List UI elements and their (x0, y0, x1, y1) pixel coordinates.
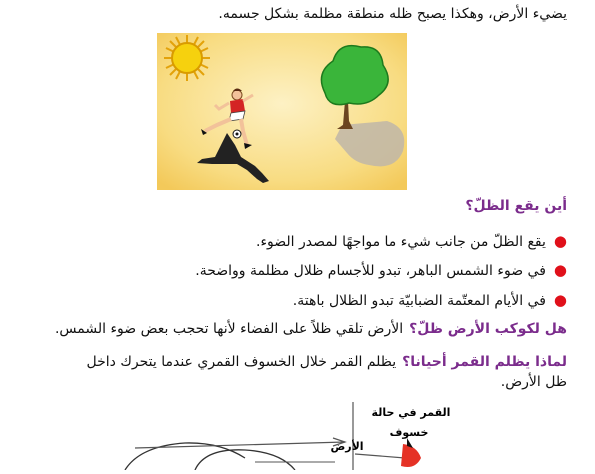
list-item: ●في الأيام المعتّمة الضبابيّة تبدو الظلال باهتة. (292, 291, 567, 309)
answer-text: يظلم القمر خلال الخسوف القمري عندما يتحرك داخل (86, 354, 397, 370)
ball-icon (233, 130, 241, 138)
list-item: ●يقع الظلّ من جانب شيء ما مواجهًا لمصدر الضوء. (256, 232, 567, 250)
sun-icon (164, 35, 210, 81)
question-text: هل لكوكب الأرض ظلّ؟ (409, 321, 567, 337)
moon-state-label: القمر في حالة (371, 406, 451, 419)
qa-continuation: ظل الأرض. (500, 374, 567, 390)
section-heading: أين يقع الظلّ؟ (465, 198, 567, 214)
list-item: ●في ضوء الشمس الباهر، تبدو للأجسام ظلال مظلمة وواضحة. (195, 261, 567, 279)
earth-label: الأرض (330, 440, 364, 453)
shadow-illustration (157, 33, 407, 190)
question-text: لماذا يظلم القمر أحيانا؟ (402, 354, 567, 370)
qa-row (55, 321, 567, 337)
bullet-icon: ● (553, 291, 567, 309)
intro-text: يضيء الأرض، وهكذا يصبح ظله منطقة مظلمة بشكل جسمه. (218, 6, 567, 22)
bullet-icon: ● (553, 261, 567, 279)
bullet-icon: ● (553, 232, 567, 250)
eclipse-label: خسوف (389, 426, 429, 439)
eclipse-diagram (95, 398, 515, 470)
answer-text: الأرض تلقي ظلاً على الفضاء لأنها تحجب بعض ضوء الشمس. (54, 321, 404, 337)
qa-row (87, 354, 567, 370)
